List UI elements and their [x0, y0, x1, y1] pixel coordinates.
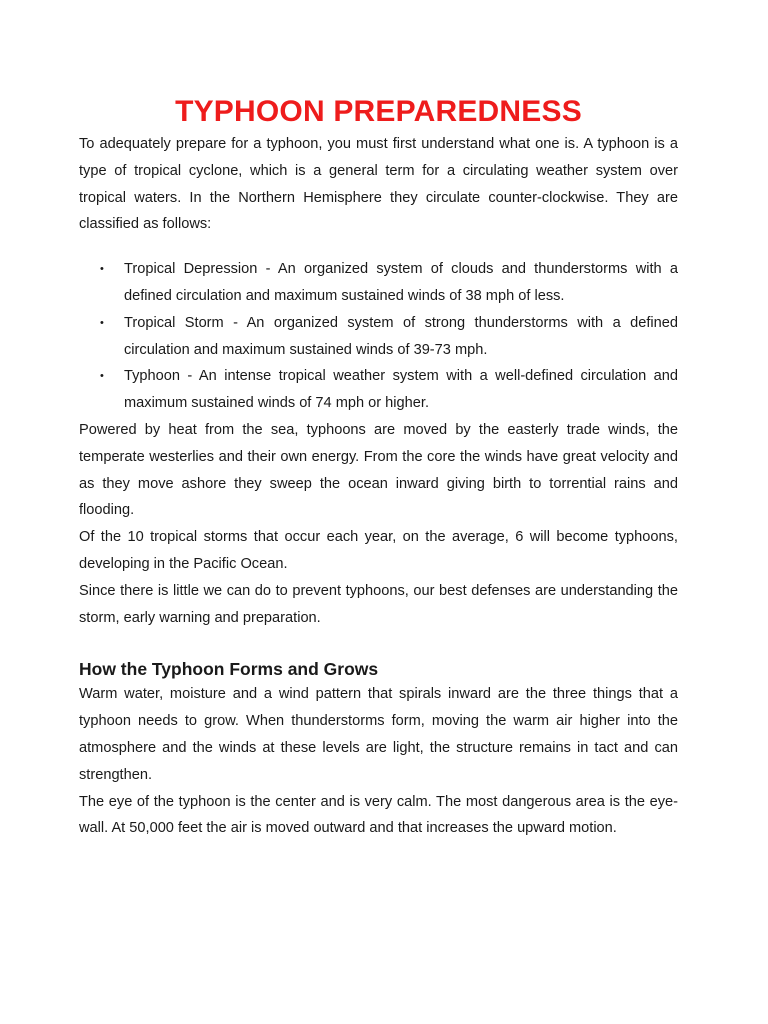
list-item [79, 363, 678, 417]
paragraph: Of the 10 tropical storms that occur each year, on the average, 6 will become typhoons, developing in the Pacific Ocean. [79, 529, 678, 572]
paragraph: Since there is little we can do to prevent typhoons, our best defenses are understanding the storm, early warning and preparation. [79, 582, 678, 626]
bullet-icon: • [100, 263, 104, 276]
list-item [79, 256, 678, 310]
intro-paragraph: To adequately prepare for a typhoon, you must first understand what one is. A typhoon is a type of tropical cyclone, which is a general term for a circulating weather system over tropical waters. In the Northern Hemisphere they circulate counter-clockwise. They are classified as follows: [79, 136, 678, 233]
document-page [79, 0, 678, 842]
page-title: TYPHOON PREPAREDNESS [175, 95, 582, 128]
list-item [79, 310, 678, 364]
bullet-icon: • [100, 370, 104, 383]
paragraph: Warm water, moisture and a wind pattern that spirals inward are the three things that a typhoon needs to grow. When thunderstorms form, moving the warm air higher into the atmosphere and the winds at these levels are light, the structure remains in tact and can strengthen. [79, 686, 678, 783]
list-item-text: Tropical Depression - An organized system of clouds and thunderstorms with a defined circulation and maximum sustained winds of 38 mph of less. [124, 261, 678, 304]
cyclone-types-list [79, 256, 678, 417]
paragraph: The eye of the typhoon is the center and is very calm. The most dangerous area is the eye-wall. At 50,000 feet the air is moved outward and that increases the upward motion. [79, 793, 678, 837]
list-item-text: Tropical Storm - An organized system of strong thunderstorms with a defined circulation and maximum sustained winds of 39-73 mph. [124, 314, 678, 358]
bullet-icon: • [100, 316, 104, 329]
list-item-text: Typhoon - An intense tropical weather system with a well-defined circulation and maximum sustained winds of 74 mph or higher. [124, 368, 678, 412]
section-heading: How the Typhoon Forms and Grows [79, 659, 379, 680]
paragraph: Powered by heat from the sea, typhoons are moved by the easterly trade winds, the temperate westerlies and their own energy. From the core the winds have great velocity and as they move ashore they sweep the ocean inward giving birth to torrential rains and flooding. [79, 421, 678, 519]
